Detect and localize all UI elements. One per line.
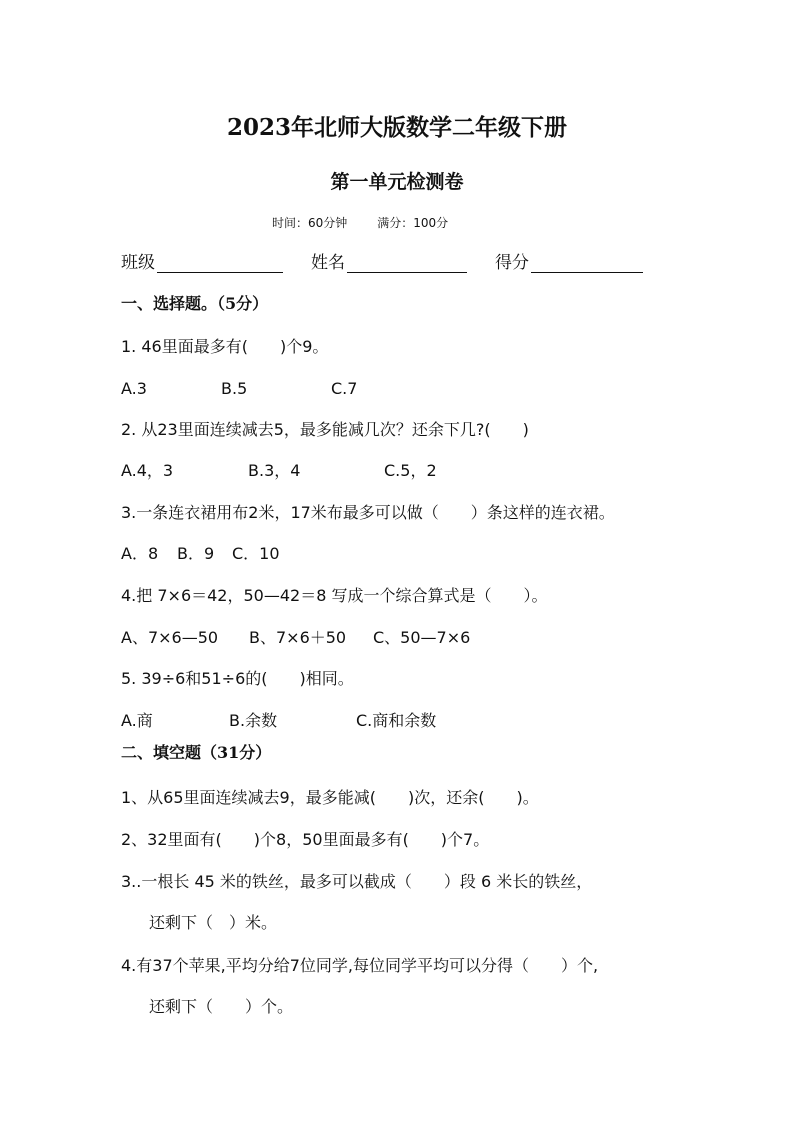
option-b[interactable]: B.5 — [221, 379, 248, 398]
question-1-2: 2. 从23里面连续减去5，最多能减几次？还余下几?( ) — [121, 420, 529, 439]
name-field — [311, 253, 467, 273]
full-score: 满分：100分 — [377, 216, 449, 230]
option-c[interactable]: C.5，2 — [384, 461, 437, 480]
option-a[interactable]: A.商 — [121, 711, 153, 730]
question-1-3: 3.一条连衣裙用布2米，17米布最多可以做（ ）条这样的连衣裙。 — [121, 503, 615, 522]
class-field — [121, 253, 283, 273]
question-1-4: 4.把 7×6＝42，50—42＝8 写成一个综合算式是（ ）。 — [121, 586, 548, 605]
class-blank[interactable] — [157, 254, 283, 273]
time-limit: 时间：60分钟 — [272, 216, 348, 230]
option-b[interactable]: B、7×6＋50 — [249, 628, 347, 647]
name-blank[interactable] — [347, 254, 467, 273]
class-label: 班级 — [121, 253, 155, 273]
score-field — [495, 253, 643, 273]
option-a[interactable]: A．8 — [121, 544, 159, 563]
student-info-row — [121, 253, 643, 273]
option-c[interactable]: C.7 — [331, 379, 358, 398]
page-title: 2023年北师大版数学二年级下册 — [226, 114, 567, 141]
exam-meta — [272, 213, 448, 233]
question-1-3-options — [121, 544, 280, 564]
section-heading-fill: 二、填空题（31分） — [121, 743, 272, 762]
question-2-2: 2、32里面有( )个8，50里面最多有( )个7。 — [121, 830, 490, 849]
score-label: 得分 — [495, 253, 529, 273]
question-2-3-continued: 还剩下（ ）米。 — [149, 913, 278, 932]
question-1-5-options — [121, 711, 436, 731]
option-c[interactable]: C．10 — [232, 544, 280, 563]
question-1-1-options — [121, 379, 357, 399]
section-heading-choice: 一、选择题。（5分） — [121, 294, 269, 313]
option-b[interactable]: B．9 — [177, 544, 215, 563]
question-1-5: 5. 39÷6和51÷6的( )相同。 — [121, 669, 354, 688]
option-b[interactable]: B.余数 — [229, 711, 278, 730]
name-label: 姓名 — [311, 253, 345, 273]
question-2-4-continued: 还剩下（ ）个。 — [149, 997, 294, 1016]
score-blank[interactable] — [531, 254, 643, 273]
question-1-4-options — [121, 628, 470, 648]
question-2-4: 4.有37个苹果,平均分给7位同学,每位同学平均可以分得（ ）个, — [121, 956, 599, 975]
option-c[interactable]: C、50—7×6 — [373, 628, 471, 647]
option-a[interactable]: A、7×6—50 — [121, 628, 219, 647]
option-b[interactable]: B.3，4 — [248, 461, 301, 480]
question-1-2-options — [121, 461, 437, 481]
option-a[interactable]: A.3 — [121, 379, 147, 398]
question-1-1: 1. 46里面最多有( )个9。 — [121, 337, 329, 356]
option-a[interactable]: A.4，3 — [121, 461, 174, 480]
option-c[interactable]: C.商和余数 — [356, 711, 437, 730]
question-2-3: 3..一根长 45 米的铁丝，最多可以截成（ ）段 6 米长的铁丝， — [121, 872, 593, 891]
page-subtitle: 第一单元检测卷 — [330, 171, 464, 193]
question-2-1: 1、从65里面连续减去9，最多能减( )次，还余( )。 — [121, 788, 539, 807]
